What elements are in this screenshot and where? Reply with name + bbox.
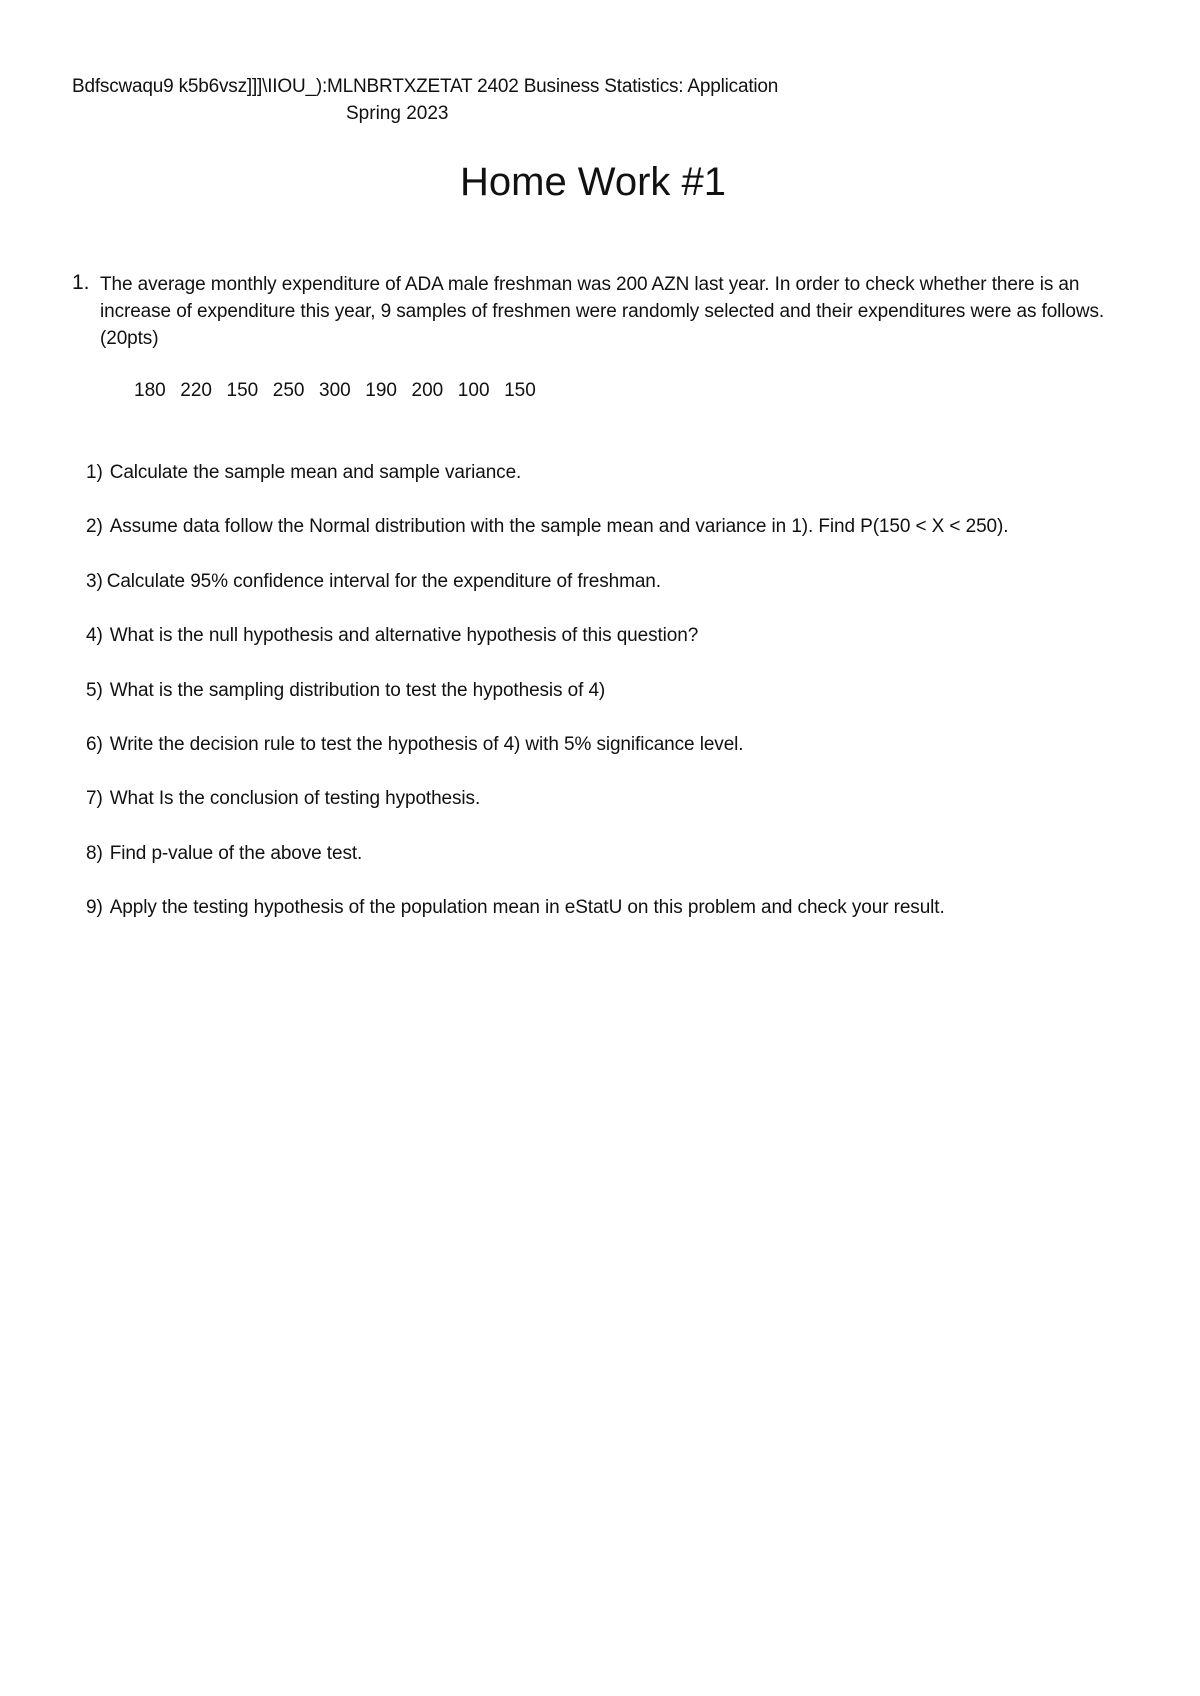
sub-question bbox=[86, 516, 1166, 570]
sub-question bbox=[86, 843, 1166, 897]
sub-question-number: 6) bbox=[86, 733, 103, 755]
sub-question bbox=[86, 571, 1166, 625]
question-number: 1. bbox=[72, 271, 90, 294]
page-title bbox=[0, 160, 1200, 205]
sub-question-text: What Is the conclusion of testing hypothesis. bbox=[109, 788, 481, 810]
sub-question bbox=[86, 897, 1166, 951]
sub-question-text: Apply the testing hypothesis of the population mean in eStatU on this problem and check your result. bbox=[109, 897, 945, 919]
sub-question bbox=[86, 734, 1166, 788]
page-title-text: Home Work #1 bbox=[459, 160, 726, 204]
sub-question-number: 4) bbox=[86, 625, 103, 647]
sub-question-text: Calculate the sample mean and sample variance. bbox=[109, 462, 522, 483]
sub-question bbox=[86, 462, 1166, 516]
sub-question-text: Write the decision rule to test the hypothesis of 4) with 5% significance level. bbox=[109, 733, 744, 755]
sub-question bbox=[86, 625, 1166, 679]
sub-question-number: 7) bbox=[86, 788, 103, 810]
sub-question-list bbox=[86, 462, 1166, 952]
semester-label: Spring 2023 bbox=[346, 103, 449, 124]
sub-question-text: What is the null hypothesis and alternative hypothesis of this question? bbox=[109, 625, 699, 647]
sub-question-text: Find p-value of the above test. bbox=[109, 842, 363, 864]
question-text: The average monthly expenditure of ADA male freshman was 200 AZN last year. In order to check whether there is an increase of expenditure this year, 9 samples of freshmen were randomly selected and their expenditures were as follows. (20pts) bbox=[100, 274, 1105, 349]
sub-question-number: 9) bbox=[86, 897, 103, 919]
sub-question-number: 3) bbox=[86, 570, 103, 592]
sample-data: 180 220 150 250 300 190 200 100 150 bbox=[134, 380, 536, 401]
sub-question bbox=[86, 788, 1166, 842]
sub-question-number: 2) bbox=[86, 516, 103, 538]
course-header: Bdfscwaqu9 k5b6vsz]]]\IIOU_):MLNBRTXZETAT 2402 Business Statistics: Application bbox=[72, 76, 779, 97]
sub-question bbox=[86, 680, 1166, 734]
sub-question-number: 1) bbox=[86, 462, 103, 483]
sub-question-text: Calculate 95% confidence interval for the expenditure of freshman. bbox=[106, 570, 661, 592]
sub-question-number: 8) bbox=[86, 842, 103, 864]
sub-question-number: 5) bbox=[86, 679, 103, 701]
sub-question-text: Assume data follow the Normal distribution with the sample mean and variance in 1). Find P(150 < X < 250). bbox=[109, 516, 1009, 538]
sub-question-text: What is the sampling distribution to test the hypothesis of 4) bbox=[109, 679, 606, 701]
